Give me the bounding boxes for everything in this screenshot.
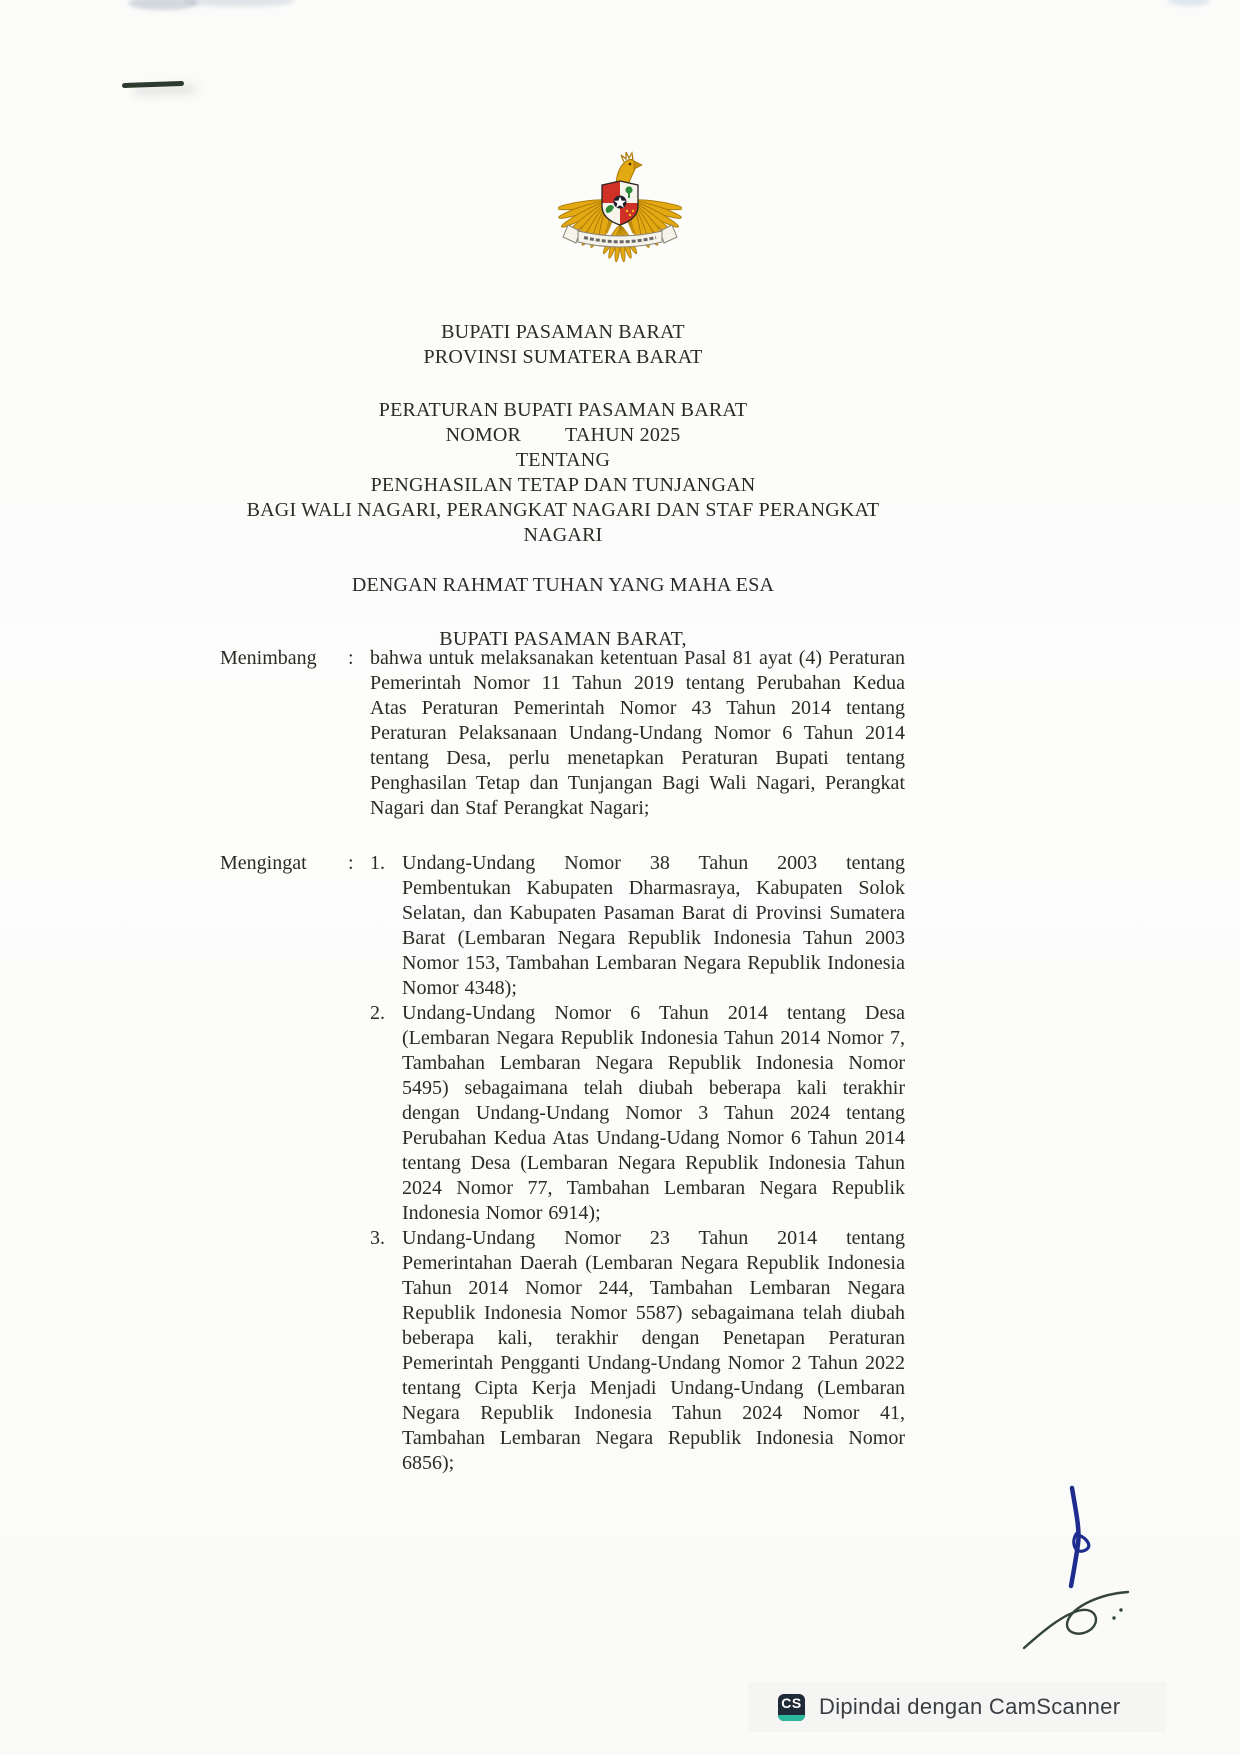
regulation-title: PERATURAN BUPATI PASAMAN BARAT — [378, 399, 748, 421]
cs-logo-teal-band — [778, 1715, 805, 1721]
item-text: Undang-Undang Nomor 38 Tahun 2003 tentang Pembentukan Kabupaten Dharmasraya, Kabupaten Solok Selatan, dan Kabupaten Pasaman Barat di Provinsi Sumatera Barat (Lembaran Negara Republik Indonesia Tahun 2003 Nomor 153, Tambahan Lembaran Negara Republik Indonesia Nomor 4348); — [402, 852, 905, 999]
about-label: TENTANG — [515, 449, 611, 471]
item-text: Undang-Undang Nomor 23 Tahun 2014 tentang Pemerintahan Daerah (Lembaran Negara Republik Indonesia Tahun 2014 Nomor 244, Tambahan Lembaran Negara Republik Indonesia Nomor 5587) sebagaimana telah diubah beberapa kali, terakhir dengan Penetapan Peraturan Pemerintah Pengganti Undang-Undang Nomor 2 Tahun 2022 tentang Cipta Kerja Menjadi Undang-Undang (Lembaran Negara Republik Indonesia Tahun 2024 Nomor 41, Tambahan Lembaran Negara Republik Indonesia Nomor 6856); — [402, 1227, 905, 1474]
garuda-pancasila-emblem — [558, 145, 682, 267]
green-pen-squiggle-icon — [1016, 1580, 1148, 1660]
item-number: 1. — [370, 852, 385, 874]
menimbang-label: Menimbang — [220, 647, 317, 669]
menimbang-colon: : — [348, 647, 354, 669]
mengingat-section — [220, 851, 908, 1476]
item-text: Undang-Undang Nomor 6 Tahun 2014 tentang Desa (Lembaran Negara Republik Indonesia Tahun 2014 Nomor 7, Tambahan Lembaran Negara Republik Indonesia Nomor 5495) sebagaimana telah diubah beberapa kali terakhir dengan Undang-Undang Nomor 3 Tahun 2024 tentang Perubahan Kedua Atas Undang-Udang Nomor 6 Tahun 2014 tentang Desa (Lembaran Negara Republik Indonesia Tahun 2024 Nomor 77, Tambahan Lembaran Negara Republik Indonesia Nomor 6914); — [402, 1002, 905, 1224]
document-body — [220, 646, 908, 1476]
invocation-line: DENGAN RAHMAT TUHAN YANG MAHA ESA — [351, 574, 775, 596]
camscanner-footer — [748, 1682, 1166, 1732]
mengingat-colon: : — [348, 852, 354, 874]
mengingat-item-2 — [370, 1001, 905, 1226]
menimbang-section — [220, 646, 908, 821]
green-ink-initials — [1016, 1580, 1148, 1660]
issuer-line: BUPATI PASAMAN BARAT, — [439, 628, 687, 650]
mengingat-items — [370, 851, 905, 1476]
camscanner-app-icon — [778, 1694, 805, 1721]
province-title: PROVINSI SUMATERA BARAT — [423, 346, 703, 368]
mengingat-item-1 — [370, 851, 905, 1001]
scan-smudge — [1168, 0, 1210, 6]
subject-line-2: BAGI WALI NAGARI, PERANGKAT NAGARI DAN STAF PERANGKAT NAGARI — [246, 499, 880, 546]
garuda-pancasila-icon — [558, 145, 682, 267]
mengingat-item-3 — [370, 1226, 905, 1476]
item-number: 2. — [370, 1002, 385, 1024]
subject-line-1: PENGHASILAN TETAP DAN TUNJANGAN — [370, 474, 756, 496]
year-label: TAHUN 2025 — [565, 424, 681, 446]
number-label: NOMOR — [445, 424, 522, 446]
scan-smudge — [185, 0, 295, 7]
item-number: 3. — [370, 1227, 385, 1249]
menimbang-text: bahwa untuk melaksanakan ketentuan Pasal 81 ayat (4) Peraturan Pemerintah Nomor 11 Tahun 2019 tentang Perubahan Kedua Atas Peraturan Pemerintah Nomor 43 Tahun 2014 tentang Peraturan Pelaksanaan Undang-Undang Nomor 6 Tahun 2014 tentang Desa, perlu menetapkan Peraturan Bupati tentang Penghasilan Tetap dan Tunjangan Bagi Wali Nagari, Perangkat Nagari dan Staf Perangkat Nagari; — [370, 647, 905, 819]
regulation-number-line — [218, 423, 908, 448]
cs-logo-glyph: CS — [781, 1694, 802, 1711]
document-header — [218, 320, 908, 652]
authority-title: BUPATI PASAMAN BARAT — [441, 321, 685, 343]
mengingat-label: Mengingat — [220, 852, 307, 874]
camscanner-attribution-text: Dipindai dengan CamScanner — [819, 1694, 1121, 1719]
pen-line-artifact — [122, 81, 184, 88]
